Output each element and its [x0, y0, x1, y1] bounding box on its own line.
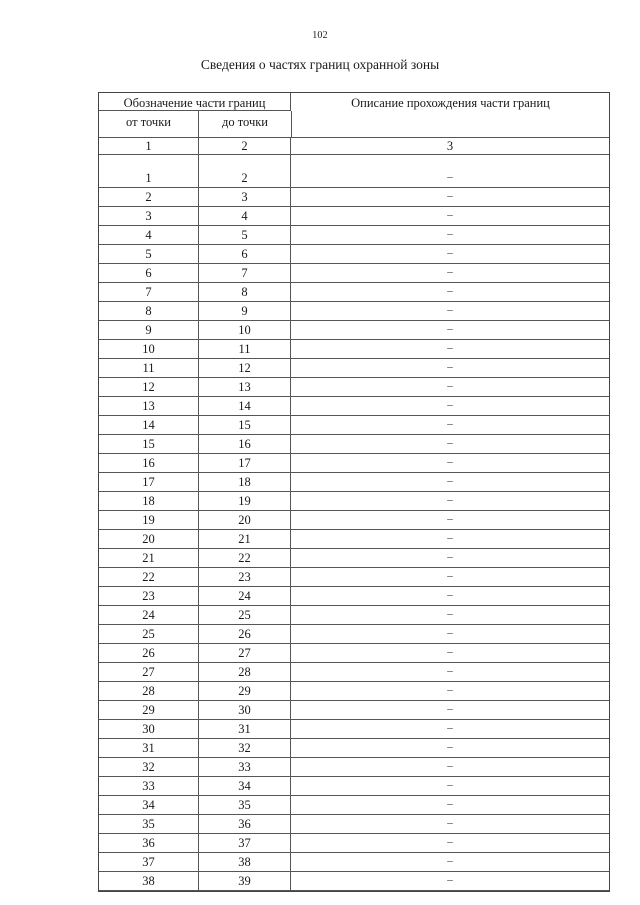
table-row — [99, 701, 609, 720]
description-cell: – — [447, 684, 453, 696]
from-point-cell: 34 — [99, 796, 199, 814]
from-point-cell: 33 — [99, 777, 199, 795]
table-row — [99, 549, 609, 568]
from-point-cell: 25 — [99, 625, 199, 643]
description-cell: – — [447, 722, 453, 734]
description-cell: – — [447, 627, 453, 639]
from-point-cell: 16 — [99, 454, 199, 472]
spacer-cell — [199, 155, 291, 169]
from-point-cell: 9 — [99, 321, 199, 339]
from-point-cell: 15 — [99, 435, 199, 453]
from-point-cell: 37 — [99, 853, 199, 871]
to-point-cell: 13 — [199, 378, 291, 396]
from-point-cell: 27 — [99, 663, 199, 681]
from-point-cell: 30 — [99, 720, 199, 738]
from-point-cell: 11 — [99, 359, 199, 377]
table-row — [99, 435, 609, 454]
table-row — [99, 720, 609, 739]
table-row — [99, 644, 609, 663]
to-point-cell: 33 — [199, 758, 291, 776]
table-row — [99, 625, 609, 644]
from-point-cell: 2 — [99, 188, 199, 206]
from-point-cell: 21 — [99, 549, 199, 567]
table-row — [99, 682, 609, 701]
from-point-cell: 6 — [99, 264, 199, 282]
table-row — [99, 283, 609, 302]
column-number: 2 — [199, 138, 291, 154]
to-point-cell: 36 — [199, 815, 291, 833]
description-cell: – — [447, 494, 453, 506]
from-point-cell: 26 — [99, 644, 199, 662]
header-from-point: от точки — [99, 111, 199, 137]
to-point-cell: 20 — [199, 511, 291, 529]
boundary-parts-table — [98, 92, 610, 892]
column-number: 1 — [99, 138, 199, 154]
to-point-cell: 28 — [199, 663, 291, 681]
to-point-cell: 7 — [199, 264, 291, 282]
description-cell: – — [447, 779, 453, 791]
table-row — [99, 245, 609, 264]
table-row — [99, 188, 609, 207]
from-point-cell: 4 — [99, 226, 199, 244]
from-point-cell: 1 — [99, 169, 199, 187]
description-cell: – — [447, 285, 453, 297]
table-row — [99, 853, 609, 872]
column-number: 3 — [446, 139, 454, 153]
description-cell: – — [447, 380, 453, 392]
table-row — [99, 606, 609, 625]
from-point-cell: 8 — [99, 302, 199, 320]
spacer-cell — [291, 155, 609, 169]
description-cell: – — [447, 437, 453, 449]
spacer-cell — [99, 155, 199, 169]
description-cell: – — [447, 817, 453, 829]
to-point-cell: 31 — [199, 720, 291, 738]
table-row — [99, 207, 609, 226]
description-cell: – — [447, 475, 453, 487]
column-number-row — [99, 137, 609, 155]
description-cell: – — [447, 304, 453, 316]
header-boundary-designation: Обозначение части границ — [99, 93, 291, 111]
to-point-cell: 17 — [199, 454, 291, 472]
from-point-cell: 17 — [99, 473, 199, 491]
from-point-cell: 7 — [99, 283, 199, 301]
table-row — [99, 264, 609, 283]
table-row — [99, 359, 609, 378]
table-row — [99, 416, 609, 435]
description-cell: – — [447, 703, 453, 715]
table-row — [99, 663, 609, 682]
from-point-cell: 14 — [99, 416, 199, 434]
table-row — [99, 378, 609, 397]
description-cell: – — [447, 760, 453, 772]
table-row — [99, 511, 609, 530]
to-point-cell: 32 — [199, 739, 291, 757]
description-cell: – — [447, 247, 453, 259]
table-row — [99, 397, 609, 416]
from-point-cell: 18 — [99, 492, 199, 510]
to-point-cell: 30 — [199, 701, 291, 719]
to-point-cell: 37 — [199, 834, 291, 852]
description-cell: – — [447, 513, 453, 525]
to-point-cell: 34 — [199, 777, 291, 795]
from-point-cell: 20 — [99, 530, 199, 548]
document-title: Сведения о частях границ охранной зоны — [200, 57, 440, 72]
to-point-cell: 4 — [199, 207, 291, 225]
to-point-cell: 19 — [199, 492, 291, 510]
from-point-cell: 38 — [99, 872, 199, 890]
to-point-cell: 2 — [199, 169, 291, 187]
from-point-cell: 32 — [99, 758, 199, 776]
from-point-cell: 10 — [99, 340, 199, 358]
table-row — [99, 454, 609, 473]
description-cell: – — [447, 228, 453, 240]
spacer-row — [99, 155, 609, 169]
table-row — [99, 473, 609, 492]
to-point-cell: 12 — [199, 359, 291, 377]
to-point-cell: 9 — [199, 302, 291, 320]
from-point-cell: 31 — [99, 739, 199, 757]
to-point-cell: 5 — [199, 226, 291, 244]
from-point-cell: 13 — [99, 397, 199, 415]
from-point-cell: 24 — [99, 606, 199, 624]
from-point-cell: 28 — [99, 682, 199, 700]
description-cell: – — [447, 646, 453, 658]
table-row — [99, 302, 609, 321]
from-point-cell: 5 — [99, 245, 199, 263]
description-cell: – — [447, 418, 453, 430]
table-row — [99, 492, 609, 511]
to-point-cell: 21 — [199, 530, 291, 548]
header-group — [99, 93, 292, 137]
to-point-cell: 15 — [199, 416, 291, 434]
to-point-cell: 6 — [199, 245, 291, 263]
description-cell: – — [447, 342, 453, 354]
description-cell: – — [447, 456, 453, 468]
description-cell: – — [447, 171, 453, 183]
table-row — [99, 340, 609, 359]
description-cell: – — [447, 532, 453, 544]
to-point-cell: 39 — [199, 872, 291, 890]
description-cell: – — [447, 665, 453, 677]
description-cell: – — [447, 798, 453, 810]
to-point-cell: 38 — [199, 853, 291, 871]
table-row — [99, 568, 609, 587]
table-body — [99, 169, 609, 891]
table-row — [99, 530, 609, 549]
to-point-cell: 14 — [199, 397, 291, 415]
from-point-cell: 3 — [99, 207, 199, 225]
table-row — [99, 226, 609, 245]
table-row — [99, 815, 609, 834]
description-cell: – — [447, 551, 453, 563]
to-point-cell: 24 — [199, 587, 291, 605]
to-point-cell: 16 — [199, 435, 291, 453]
to-point-cell: 23 — [199, 568, 291, 586]
description-cell: – — [447, 570, 453, 582]
description-cell: – — [447, 323, 453, 335]
header-subcolumns — [99, 111, 292, 137]
table-row — [99, 834, 609, 853]
header-description: Описание прохождения части границ — [351, 96, 550, 110]
from-point-cell: 22 — [99, 568, 199, 586]
from-point-cell: 23 — [99, 587, 199, 605]
from-point-cell: 19 — [99, 511, 199, 529]
table-row — [99, 872, 609, 891]
description-cell: – — [447, 266, 453, 278]
from-point-cell: 35 — [99, 815, 199, 833]
description-cell: – — [447, 608, 453, 620]
to-point-cell: 3 — [199, 188, 291, 206]
description-cell: – — [447, 190, 453, 202]
to-point-cell: 25 — [199, 606, 291, 624]
to-point-cell: 27 — [199, 644, 291, 662]
page-number: 102 — [312, 30, 328, 41]
table-row — [99, 739, 609, 758]
to-point-cell: 22 — [199, 549, 291, 567]
header-to-point: до точки — [221, 115, 268, 129]
from-point-cell: 29 — [99, 701, 199, 719]
from-point-cell: 12 — [99, 378, 199, 396]
description-cell: – — [447, 836, 453, 848]
description-cell: – — [447, 399, 453, 411]
description-cell: – — [447, 741, 453, 753]
description-cell: – — [447, 209, 453, 221]
description-cell: – — [447, 361, 453, 373]
to-point-cell: 29 — [199, 682, 291, 700]
table-header — [99, 93, 609, 137]
description-cell: – — [447, 874, 453, 886]
from-point-cell: 36 — [99, 834, 199, 852]
description-cell: – — [447, 855, 453, 867]
to-point-cell: 11 — [199, 340, 291, 358]
table-row — [99, 321, 609, 340]
to-point-cell: 8 — [199, 283, 291, 301]
to-point-cell: 35 — [199, 796, 291, 814]
description-cell: – — [447, 589, 453, 601]
to-point-cell: 18 — [199, 473, 291, 491]
to-point-cell: 10 — [199, 321, 291, 339]
table-row — [99, 169, 609, 188]
to-point-cell: 26 — [199, 625, 291, 643]
table-row — [99, 796, 609, 815]
table-row — [99, 777, 609, 796]
table-row — [99, 758, 609, 777]
table-row — [99, 587, 609, 606]
